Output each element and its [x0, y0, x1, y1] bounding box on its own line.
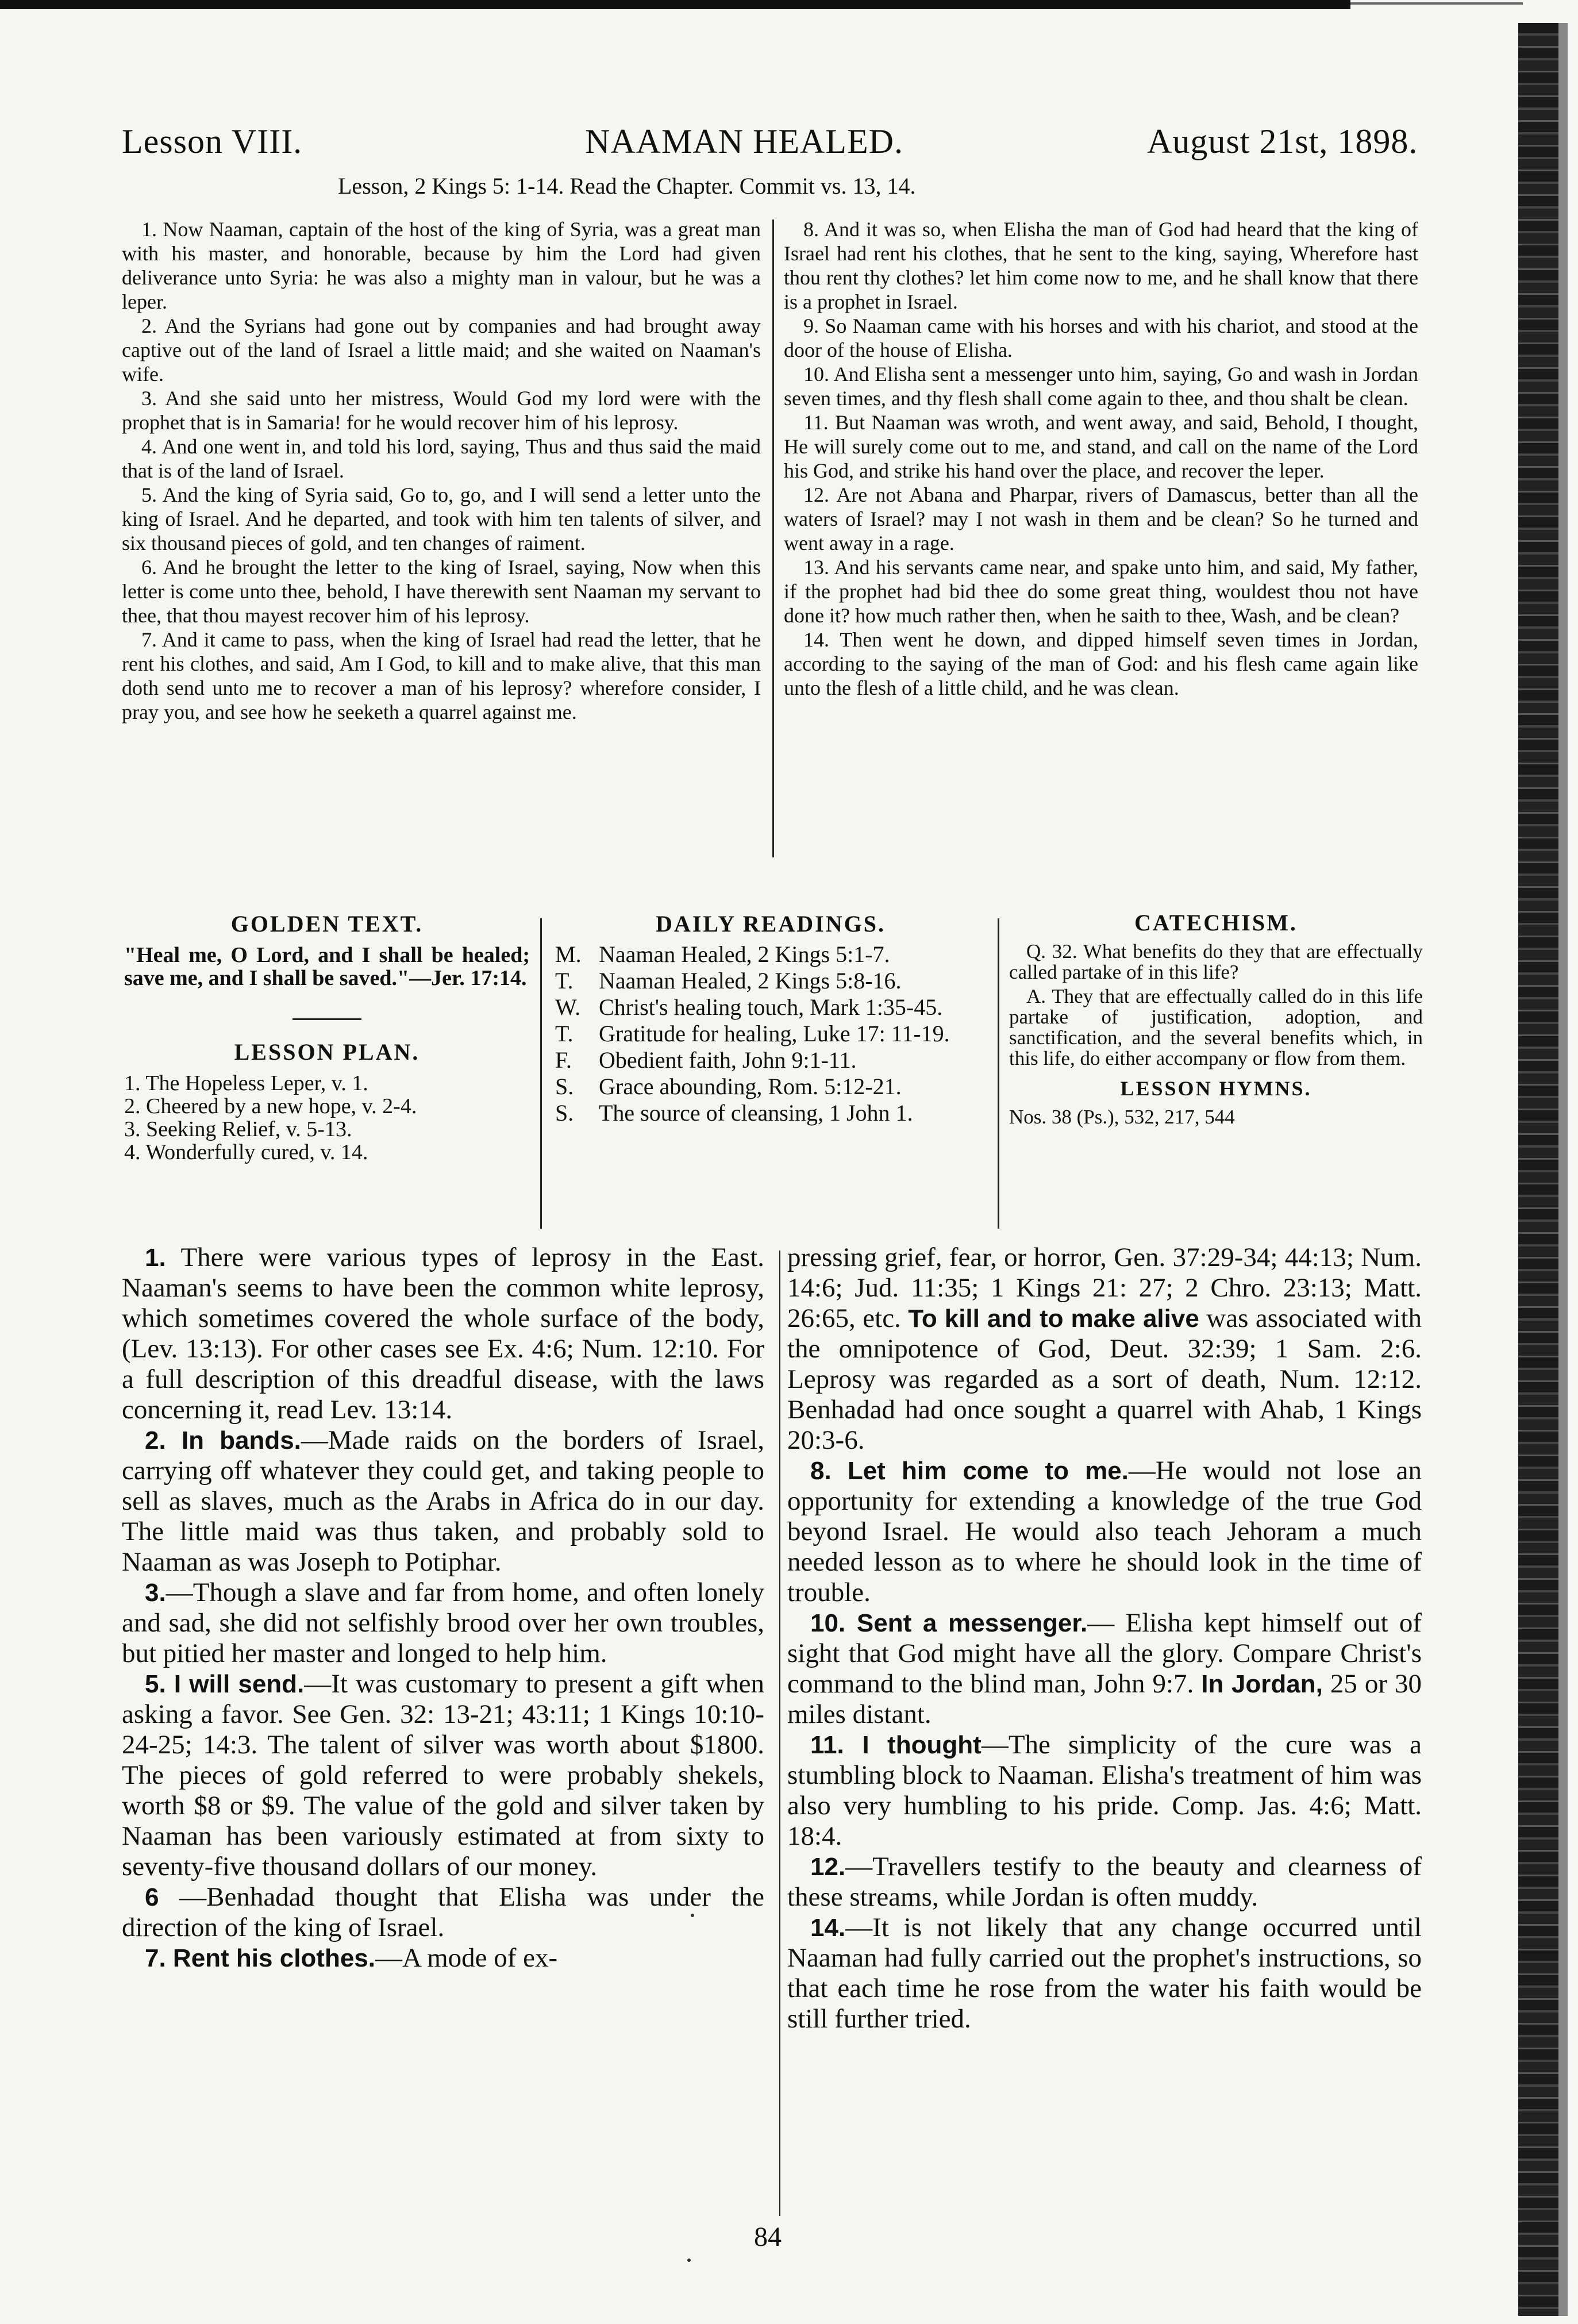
- note-heading: 10. Sent a messenger.: [810, 1609, 1088, 1637]
- catechism-heading: CATECHISM.: [1134, 913, 1298, 936]
- note-text: —Benhadad thought that Elisha was under the direction of the king of Israel.: [122, 1882, 764, 1942]
- notes-right-column: [787, 1242, 1422, 2214]
- top-border: [0, 0, 1350, 9]
- reading-row: [555, 1023, 950, 1049]
- note-text: —It is not likely that any change occurred until Naaman had fully carried out the prophet's instructions, so that each time he rose from the water his faith would be still further tried.: [787, 1913, 1422, 2034]
- reading-day: F.: [555, 1047, 572, 1073]
- lesson-title: NAAMAN HEALED.: [585, 122, 903, 160]
- note-text: pressing grief, fear, or horror, Gen. 37:29-34; 44:13; Num. 14:6; Jud. 11:35; 1 Kings 21: 27; 2 Chro. 23:13; Matt. 26:65, etc.: [787, 1242, 1422, 1333]
- verse: 3. And she said unto her mistress, Would God my lord were with the prophet that is in Samaria! for he would recover him of his leprosy.: [122, 387, 761, 434]
- note-text: —It was customary to present a gift when asking a favor. See Gen. 32: 13-21; 43:11; 1 Kings 10:10-24-25; 14:3. The talent of silver was worth about $1800. The pieces of gold referred to were probably shekels, worth $8 or $9. The value of the gold and silver taken by Naaman has been variously estimated at from sixty to seventy-five thousand dollars of our money.: [122, 1669, 764, 1881]
- reading-text: The source of cleansing, 1 John 1.: [599, 1100, 913, 1126]
- top-border-faint: [1350, 2, 1523, 5]
- note-text: —Made raids on the borders of Israel, carrying off whatever they could get, and taking people to sell as slaves, much as the Arabs in Africa do in our day. The little maid was thus taken, and probably sold to Naaman as was Joseph to Potiphar.: [122, 1425, 764, 1577]
- verse: 12. Are not Abana and Pharpar, rivers of Damascus, better than all the waters of Israel? may I not wash in them and be clean? So he turned and went away in a rage.: [784, 483, 1418, 555]
- note-text: — Elisha kept himself out of sight that God might have all the glory. Compare Christ's command to the blind man, John 9:7.: [787, 1608, 1422, 1699]
- note-paragraph: [122, 1577, 764, 1669]
- note-paragraph: [122, 1242, 764, 1425]
- note-paragraph: [787, 1913, 1422, 2034]
- verse: 6. And he brought the letter to the king of Israel, saying, Now when this letter is come unto thee, behold, I have therewith sent Naaman my servant to thee, that thou mayest recover him of his leprosy.: [122, 556, 761, 627]
- verse: 1. Now Naaman, captain of the host of the king of Syria, was a great man with his master, and honorable, because by him the Lord had given deliverance unto Syria: he was also a mighty man in valour, but he was a leper.: [122, 218, 761, 313]
- note-heading: 1.: [145, 1244, 166, 1272]
- divider: [292, 1018, 361, 1020]
- daily-readings-table: [555, 941, 950, 1129]
- note-heading: 3.: [145, 1579, 166, 1607]
- reading-day: M.: [555, 941, 582, 967]
- verse: 14. Then went he down, and dipped himself seven times in Jordan, according to the saying of the man of God: and his flesh came again like unto the flesh of a little child, and he was clean.: [784, 628, 1418, 699]
- reading-day: S.: [555, 1100, 574, 1126]
- verse: 9. So Naaman came with his horses and with his chariot, and stood at the door of the house of Elisha.: [784, 314, 1418, 361]
- note-paragraph: [122, 1425, 764, 1577]
- golden-text: "Heal me, O Lord, and I shall be healed; save me, and I shall be saved."—Jer. 17:14.: [124, 943, 530, 990]
- notes-left-column: [122, 1242, 764, 2214]
- lesson-plan-heading: LESSON PLAN.: [234, 1039, 420, 1065]
- lesson-plan-item: 3. Seeking Relief, v. 5-13.: [124, 1117, 352, 1141]
- verse: 2. And the Syrians had gone out by companies and had brought away captive out of the land of Israel a little maid; and she waited on Naaman's wife.: [122, 314, 761, 386]
- reading-text: Obedient faith, John 9:1-11.: [599, 1047, 857, 1073]
- note-heading: 11. I thought: [810, 1731, 982, 1759]
- note-text: —Travellers testify to the beauty and clearness of these streams, while Jordan is often muddy.: [787, 1852, 1422, 1912]
- column-divider: [779, 1251, 780, 2216]
- box-divider: [998, 918, 999, 1229]
- speck: [687, 2258, 691, 2262]
- reading-text: Grace abounding, Rom. 5:12-21.: [599, 1073, 902, 1099]
- golden-text-box: [124, 913, 530, 1234]
- reading-day: T.: [555, 968, 574, 994]
- verse: 4. And one went in, and told his lord, saying, Thus and thus said the maid that is of the land of Israel.: [122, 435, 761, 482]
- lesson-plan-item: 1. The Hopeless Leper, v. 1.: [124, 1071, 368, 1095]
- column-divider: [772, 220, 774, 857]
- verse: 8. And it was so, when Elisha the man of God had heard that the king of Israel had rent his clothes, that he sent to the king, saying, Wherefore hast thou rent thy clothes? let him come now to me, and he shall know that there is a prophet in Israel.: [784, 218, 1418, 313]
- note-paragraph: [787, 1242, 1422, 1456]
- note-heading: 7. Rent his clothes.: [145, 1944, 375, 1972]
- note-text: There were various types of leprosy in the East. Naaman's seems to have been the common white leprosy, which sometimes covered the whole surface of the body, (Lev. 13:13). For other cases see Ex. 4:6; Num. 12:10. For a full description of this dreadful disease, with the laws concerning it, read Lev. 13:14.: [122, 1242, 764, 1425]
- note-text: 25 or 30 miles distant.: [787, 1669, 1422, 1729]
- verse: 5. And the king of Syria said, Go to, go, and I will send a letter unto the king of Israel. And he departed, and took with him ten talents of silver, and six thousand pieces of gold, and ten changes of raiment.: [122, 483, 761, 555]
- catechism-question: Q. 32. What benefits do they that are effectually called partake of in this life?: [1009, 940, 1423, 983]
- note-paragraph: [787, 1456, 1422, 1608]
- note-paragraph: [122, 1943, 764, 1973]
- lesson-plan-item: 4. Wonderfully cured, v. 14.: [124, 1140, 368, 1164]
- reading-text: Gratitude for healing, Luke 17: 11-19.: [599, 1021, 950, 1046]
- note-heading: 2. In bands.: [145, 1426, 301, 1455]
- binding-edge: [1518, 23, 1558, 2316]
- scripture-right-column: [784, 217, 1418, 867]
- golden-text-heading: GOLDEN TEXT.: [230, 913, 424, 937]
- note-heading: To kill and to make alive: [908, 1305, 1199, 1333]
- note-heading: 14.: [810, 1914, 846, 1942]
- catechism-box: [1009, 913, 1423, 1234]
- reading-row: [555, 1049, 950, 1076]
- lesson-number: Lesson VIII.: [122, 122, 303, 160]
- lesson-date: August 21st, 1898.: [1147, 122, 1418, 160]
- daily-readings-heading: DAILY READINGS.: [656, 913, 886, 937]
- reading-row: [555, 970, 950, 996]
- reading-day: S.: [555, 1073, 574, 1099]
- daily-readings-box: [555, 913, 986, 1234]
- verse: 13. And his servants came near, and spake unto him, and said, My father, if the prophet had bid thee do some great thing, wouldest thou not have done it? how much rather then, when he saith to thee, Wash, and be clean?: [784, 556, 1418, 627]
- note-paragraph: [787, 1608, 1422, 1730]
- note-heading: 8. Let him come to me.: [810, 1457, 1129, 1485]
- reading-row: [555, 1076, 950, 1102]
- lesson-hymns-heading: LESSON HYMNS.: [1120, 1077, 1312, 1100]
- reading-text: Christ's healing touch, Mark 1:35-45.: [599, 994, 943, 1020]
- lesson-reference: Lesson, 2 Kings 5: 1-14. Read the Chapter. Commit vs. 13, 14.: [338, 173, 916, 199]
- page-number: 84: [754, 2222, 782, 2252]
- box-divider: [540, 918, 542, 1229]
- reading-day: T.: [555, 1021, 574, 1046]
- note-heading: In Jordan,: [1201, 1670, 1323, 1698]
- binding-edge-shadow: [1558, 23, 1568, 2316]
- reading-row: [555, 1102, 950, 1129]
- note-text: —The simplicity of the cure was a stumbling block to Naaman. Elisha's treatment of him was also very humbling to his pride. Comp. Jas. 4:6; Matt. 18:4.: [787, 1730, 1422, 1851]
- verse: 10. And Elisha sent a messenger unto him, saying, Go and wash in Jordan seven times, and thy flesh shall come again to thee, and thou shalt be clean.: [784, 363, 1418, 410]
- scripture-left-column: [122, 217, 761, 867]
- note-text: —A mode of ex-: [375, 1943, 558, 1973]
- lesson-hymns: Nos. 38 (Ps.), 532, 217, 544: [1009, 1106, 1235, 1128]
- note-paragraph: [122, 1882, 764, 1943]
- note-heading: 12.: [810, 1853, 846, 1881]
- speck: [691, 1914, 694, 1917]
- note-paragraph: [787, 1852, 1422, 1913]
- reading-text: Naaman Healed, 2 Kings 5:1-7.: [599, 941, 890, 967]
- catechism-answer: A. They that are effectually called do in this life partake of justification, adoption, and sanctification, and the several benefits which, in this life, do either accompany or flow from them.: [1009, 985, 1423, 1069]
- verse: 11. But Naaman was wroth, and went away, and said, Behold, I thought, He will surely come out to me, and stand, and call on the name of the Lord his God, and strike his hand over the place, and recover the leper.: [784, 411, 1418, 482]
- note-heading: 5. I will send.: [145, 1670, 305, 1698]
- note-text: was associated with the omnipotence of God, Deut. 32:39; 1 Sam. 2:6. Leprosy was regarded as a sort of death, Num. 12:12. Benhadad had once sought a quarrel with Ahab, 1 Kings 20:3-6.: [787, 1303, 1422, 1455]
- note-paragraph: [787, 1730, 1422, 1852]
- lesson-plan-list: [124, 1072, 530, 1164]
- note-paragraph: [122, 1669, 764, 1882]
- lesson-plan-item: 2. Cheered by a new hope, v. 2-4.: [124, 1094, 417, 1118]
- note-text: —Though a slave and far from home, and often lonely and sad, she did not selfishly brood over her own troubles, but pitied her master and longed to help him.: [122, 1577, 764, 1668]
- note-heading: 6: [145, 1883, 159, 1911]
- verse: 7. And it came to pass, when the king of Israel had read the letter, that he rent his clothes, and said, Am I God, to kill and to make alive, that this man doth send unto me to recover a man of his leprosy? wherefore consider, I pray you, and see how he seeketh a quarrel against me.: [122, 628, 761, 724]
- note-text: —He would not lose an opportunity for extending a knowledge of the true God beyond Israel. He would also teach Jehoram a much needed lesson as to where he should look in the time of trouble.: [787, 1456, 1422, 1607]
- reading-row: [555, 944, 950, 970]
- reading-day: W.: [555, 994, 581, 1020]
- reading-row: [555, 996, 950, 1023]
- reading-text: Naaman Healed, 2 Kings 5:8-16.: [599, 968, 902, 994]
